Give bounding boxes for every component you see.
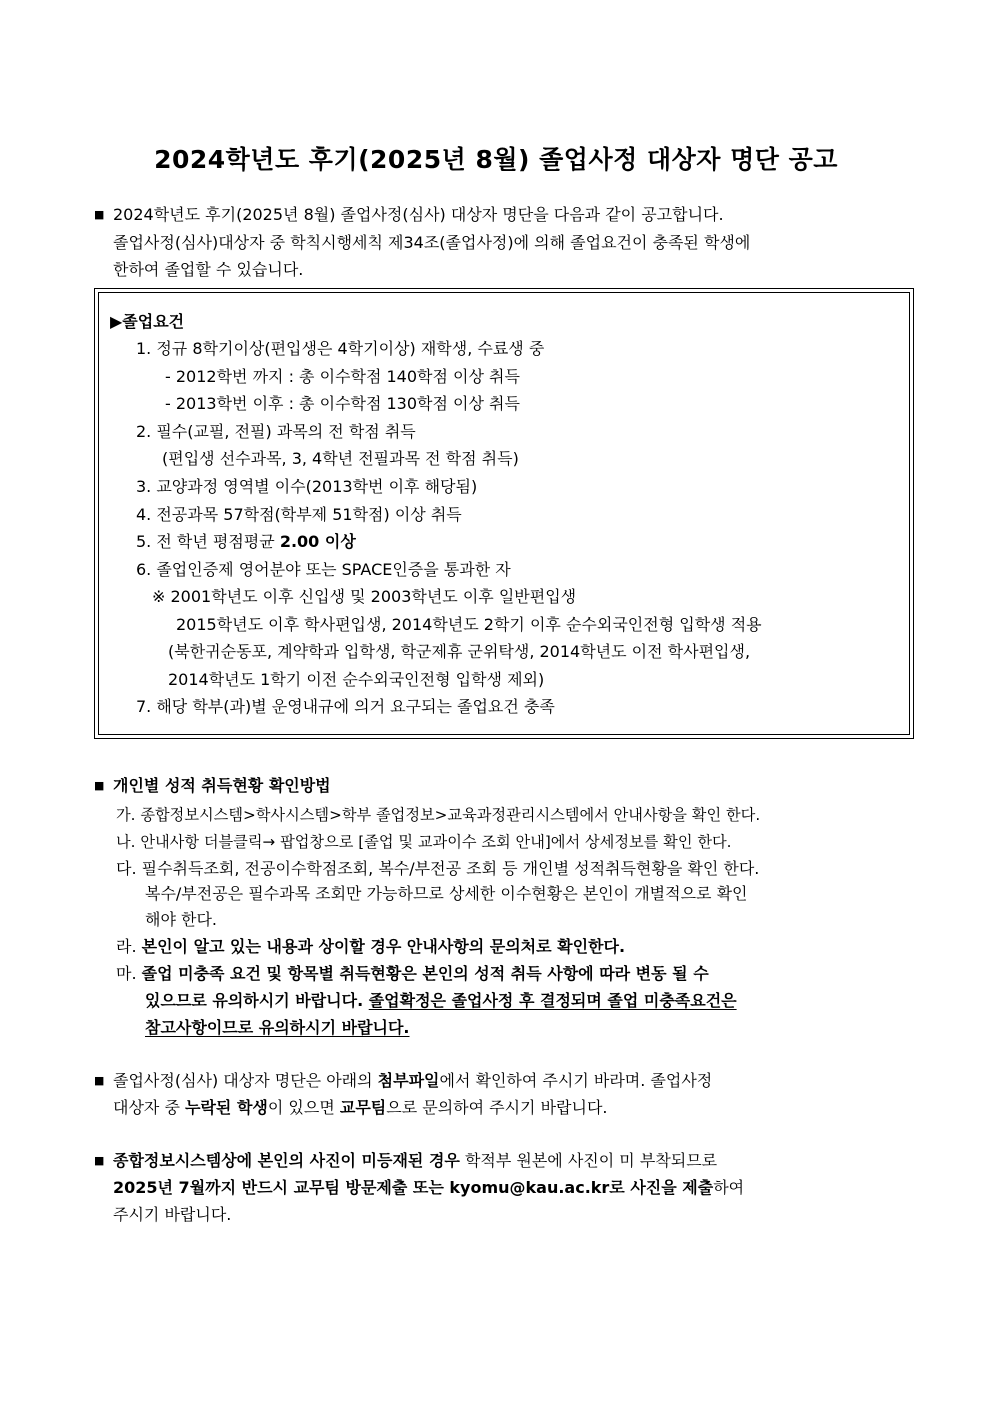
list-notice-missing: 누락된 학생 [185, 1098, 268, 1117]
requirement-gpa-value: 2.00 이상 [279, 532, 356, 551]
bullet-icon: ■ [94, 208, 105, 221]
requirement-note: (북한귀순동포, 계약학과 입학생, 학군제휴 군위탁생, 2014학년도 이전 학사편입생, [168, 642, 751, 661]
check-item-na: 나. 안내사항 더블클릭→ 팝업창으로 [졸업 및 교과이수 조회 안내]에서 상세정보를 확인 한다. [116, 833, 732, 851]
requirement-note: ※ 2001학년도 이후 신입생 및 2003학년도 이후 일반편입생 [152, 587, 577, 606]
list-notice-text: 에서 확인하여 주시기 바라며. 졸업사정 [439, 1071, 713, 1090]
list-notice-line-1 [113, 1071, 712, 1091]
photo-notice-line-1 [113, 1151, 717, 1171]
bullet-icon: ■ [94, 1154, 105, 1167]
check-item-ma-text-2: 있으므로 유의하시기 바랍니다. [145, 991, 369, 1010]
check-item-ma [116, 964, 709, 984]
check-item-ma-text: 졸업 미충족 요건 및 항목별 취득현황은 본인의 성적 취득 사항에 따라 변동 될 수 [141, 964, 709, 983]
requirement-item: 4. 전공과목 57학점(학부제 51학점) 이상 취득 [136, 505, 462, 524]
intro-line-3: 한하여 졸업할 수 있습니다. [113, 260, 304, 279]
check-heading: 개인별 성적 취득현황 확인방법 [113, 776, 331, 795]
requirement-item: 3. 교양과정 영역별 이수(2013학번 이후 해당됨) [136, 477, 478, 496]
list-notice-text: 이 있으면 [267, 1098, 340, 1117]
check-item-ma-underlined-2: 참고사항이므로 유의하시기 바랍니다. [145, 1018, 410, 1037]
requirement-subitem: (편입생 선수과목, 3, 4학년 전필과목 전 학점 취득) [162, 449, 519, 468]
check-item-da: 다. 필수취득조회, 전공이수학점조회, 복수/부전공 조회 등 개인별 성적취득현황을 확인 한다. [116, 859, 760, 878]
photo-notice-deadline: 2025년 7월까지 반드시 교무팀 방문제출 또는 kyomu@kau.ac.kr로 사진을 제출 [113, 1178, 714, 1197]
photo-notice-condition: 종합정보시스템상에 본인의 사진이 미등재된 경우 [113, 1151, 460, 1170]
requirement-subitem: - 2013학번 이후 : 총 이수학점 130학점 이상 취득 [165, 394, 520, 413]
requirement-subitem: - 2012학번 까지 : 총 이수학점 140학점 이상 취득 [165, 367, 520, 386]
check-item-ma-label: 마. [116, 964, 142, 983]
photo-notice-text: 하여 [713, 1178, 745, 1197]
check-item-ra [116, 937, 625, 957]
bullet-icon: ■ [94, 1074, 105, 1087]
check-item-ma-cont [145, 991, 737, 1011]
check-item-ra-label: 라. [116, 937, 142, 956]
requirement-item: 2. 필수(교필, 전필) 과목의 전 학점 취득 [136, 422, 416, 441]
list-notice-line-2 [113, 1098, 608, 1118]
photo-notice-line-3: 주시기 바랍니다. [113, 1205, 232, 1224]
check-item-ga: 가. 종합정보시스템>학사시스템>학부 졸업정보>교육과정관리시스템에서 안내사항을 확인 한다. [116, 806, 761, 824]
list-notice-text: 졸업사정(심사) 대상자 명단은 아래의 [113, 1071, 378, 1090]
photo-notice-text: 학적부 원본에 사진이 미 부착되므로 [459, 1151, 718, 1170]
list-notice-office: 교무팀 [339, 1098, 387, 1117]
intro-line-2: 졸업사정(심사)대상자 중 학칙시행세칙 제34조(졸업사정)에 의해 졸업요건이 충족된 학생에 [113, 233, 751, 252]
list-notice-text: 대상자 중 [113, 1098, 185, 1117]
requirement-note: 2014학년도 1학기 이전 순수외국인전형 입학생 제외) [168, 670, 545, 689]
requirement-item: 6. 졸업인증제 영어분야 또는 SPACE인증을 통과한 자 [136, 560, 511, 579]
check-item-da-cont: 해야 한다. [145, 910, 217, 929]
bullet-icon: ■ [94, 779, 105, 792]
requirement-item: 7. 해당 학부(과)별 운영내규에 의거 요구되는 졸업요건 충족 [136, 697, 555, 716]
requirement-item: 1. 정규 8학기이상(편입생은 4학기이상) 재학생, 수료생 중 [136, 339, 545, 358]
requirement-item-gpa [136, 532, 356, 552]
list-notice-attachment: 첨부파일 [377, 1071, 440, 1090]
photo-notice-line-2 [113, 1178, 744, 1198]
check-item-ma-underlined: 졸업확정은 졸업사정 후 결정되며 졸업 미충족요건은 [368, 991, 737, 1010]
requirements-heading: ▶졸업요건 [110, 312, 185, 331]
list-notice-text: 으로 문의하여 주시기 바랍니다. [386, 1098, 608, 1117]
page-title: 2024학년도 후기(2025년 8월) 졸업사정 대상자 명단 공고 [154, 145, 838, 174]
check-item-da-cont: 복수/부전공은 필수과목 조회만 가능하므로 상세한 이수현황은 본인이 개별적으로 확인 [145, 884, 748, 903]
requirement-gpa-label: 5. 전 학년 평점평균 [136, 532, 280, 551]
requirement-note: 2015학년도 이후 학사편입생, 2014학년도 2학기 이후 순수외국인전형 입학생 적용 [176, 615, 762, 634]
intro-line-1: 2024학년도 후기(2025년 8월) 졸업사정(심사) 대상자 명단을 다음과 같이 공고합니다. [113, 205, 724, 224]
check-item-ra-text: 본인이 알고 있는 내용과 상이할 경우 안내사항의 문의처로 확인한다. [141, 937, 626, 956]
